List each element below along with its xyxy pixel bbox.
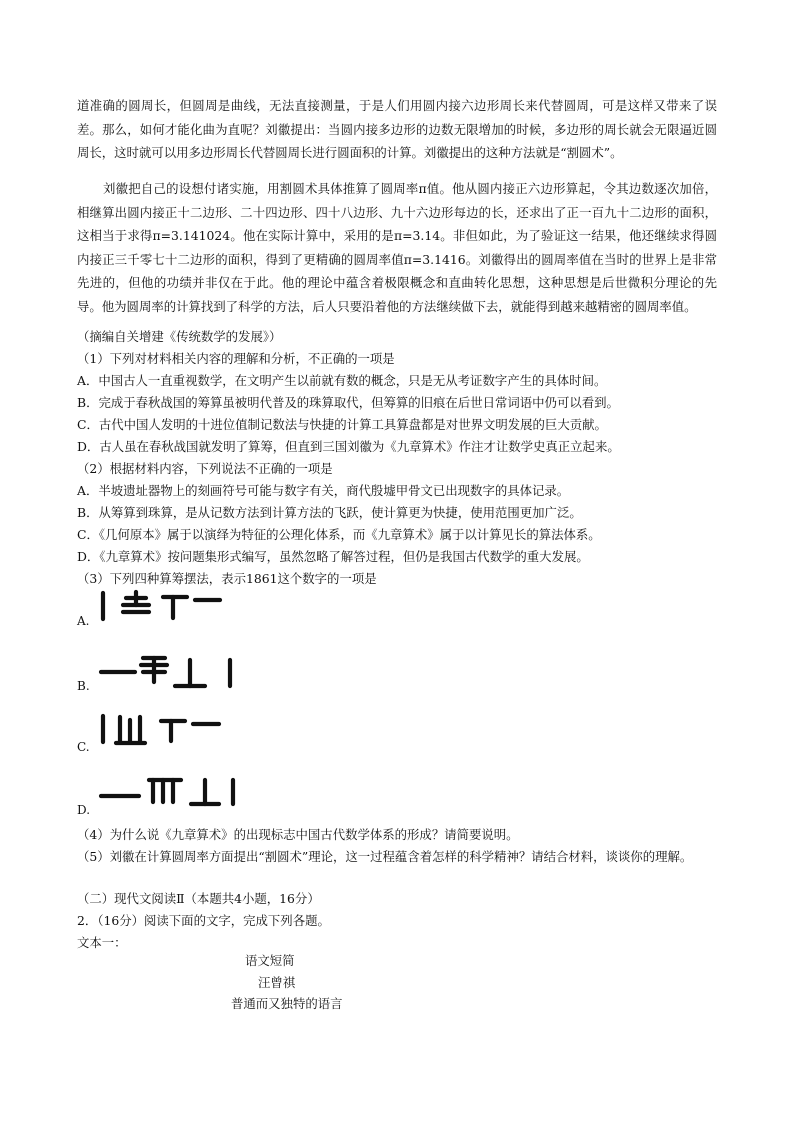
q1-option-d: D．古人虽在春秋战国就发明了算筹，但直到三国刘徽为《九章算术》作注才让数学史真正立起来。 [77,439,620,454]
q5-text: （5）刘徽在计算圆周率方面提出“割圆术”理论，这一过程蕴含着怎样的科学精神？请结合材料，谈谈你的理解。 [77,849,693,864]
q2-option-a: A．半坡遗址器物上的刻画符号可能与数字有关，商代殷墟甲骨文已出现数字的具体记录。 [77,483,570,498]
passage-source: （摘编自关增建《传统数学的发展》） [77,329,282,344]
q3-option-c-letter: C. [77,740,90,754]
q1-option-b: B．完成于春秋战国的筹算虽被明代普及的珠算取代，但筹算的旧痕在后世日常词语中仍可以看到。 [77,395,619,410]
q1-option-c: C．古代中国人发明的十进位值制记数法与快捷的计算工具算盘都是对世界文明发展的巨大贡献。 [77,417,607,432]
q1-stem: （1）下列对材料相关内容的理解和分析，不正确的一项是 [77,351,395,366]
passage-paragraph-1: 道准确的圆周长，但圆周是曲线，无法直接测量，于是人们用圆内接六边形周长来代替圆周，可是这样又带来了误差。那么，如何才能化曲为直呢？刘徽提出：当圆内接多边形的边数无限增加的时候，多边形的周长就会无限逼近圆周长，这时就可以用多边形周长代替圆周长进行圆面积的计算。刘徽提出的这种方法就是“割圆术”。 [77,98,717,160]
q3-option-c-rod-numeral [95,712,225,748]
passage-paragraph-2: 刘徽把自己的设想付诸实施，用割圆术具体推算了圆周率π值。他从圆内接正六边形算起，令其边数逐次加倍，相继算出圆内接正十二边形、二十四边形、四十八边形、九十六边形每边的长，还求出了正一百九十二边形的面积，这相当于求得π=3.141024。他在实际计算中，采用的是π=3.14。非但如此，为了验证这一结果，他还继续求得圆内接正三千零七十二边形的面积，得到了更精确的圆周率值π=3.1416。刘徽得出的圆周率值在当时的世界上是非常先进的，但他的功绩并非仅在于此。他的理论中蕴含着极限概念和直曲转化思想，这种思想是后世微积分理论的先导。他为圆周率的计算找到了科学的方法，后人只要沿着他的方法继续做下去，就能得到越来越精密的圆周率值。 [77,181,717,314]
q3-option-b-rod-numeral [95,652,245,692]
q2-stem: （2）根据材料内容，下列说法不正确的一项是 [77,461,333,476]
section2-heading: （二）现代文阅读Ⅱ（本题共4小题，16分） [77,891,320,906]
q3-option-a-letter: A. [77,614,90,628]
q3-option-d-letter: D. [77,803,91,817]
article-subtitle: 普通而又独特的语言 [231,996,343,1011]
article-author: 汪曾祺 [258,975,296,990]
section2-question-intro: 2．（16分）阅读下面的文字，完成下列各题。 [77,913,330,928]
q3-option-a-rod-numeral [95,588,225,624]
q3-option-b-letter: B. [77,679,90,693]
q4-text: （4）为什么说《九章算术》的出现标志中国古代数学体系的形成？请简要说明。 [77,827,519,842]
q2-option-b: B．从筹算到珠算，是从记数方法到计算方法的飞跃，使计算更为快捷，使用范围更加广泛。 [77,505,582,520]
q3-option-d-rod-numeral [95,774,245,810]
q1-option-a: A．中国古人一直重视数学，在文明产生以前就有数的概念，只是无从考证数字产生的具体时间。 [77,373,607,388]
q2-option-c: C．《几何原本》属于以演绎为特征的公理化体系，而《九章算术》属于以计算见长的算法体系。 [77,527,601,542]
article-title: 语文短简 [245,953,295,968]
q3-stem: （3）下列四种算筹摆法，表示1861这个数字的一项是 [77,571,377,586]
q2-option-d: D．《九章算术》按问题集形式编写，虽然忽略了解答过程，但仍是我国古代数学的重大发展。 [77,549,589,564]
text-one-label: 文本一： [77,935,127,950]
